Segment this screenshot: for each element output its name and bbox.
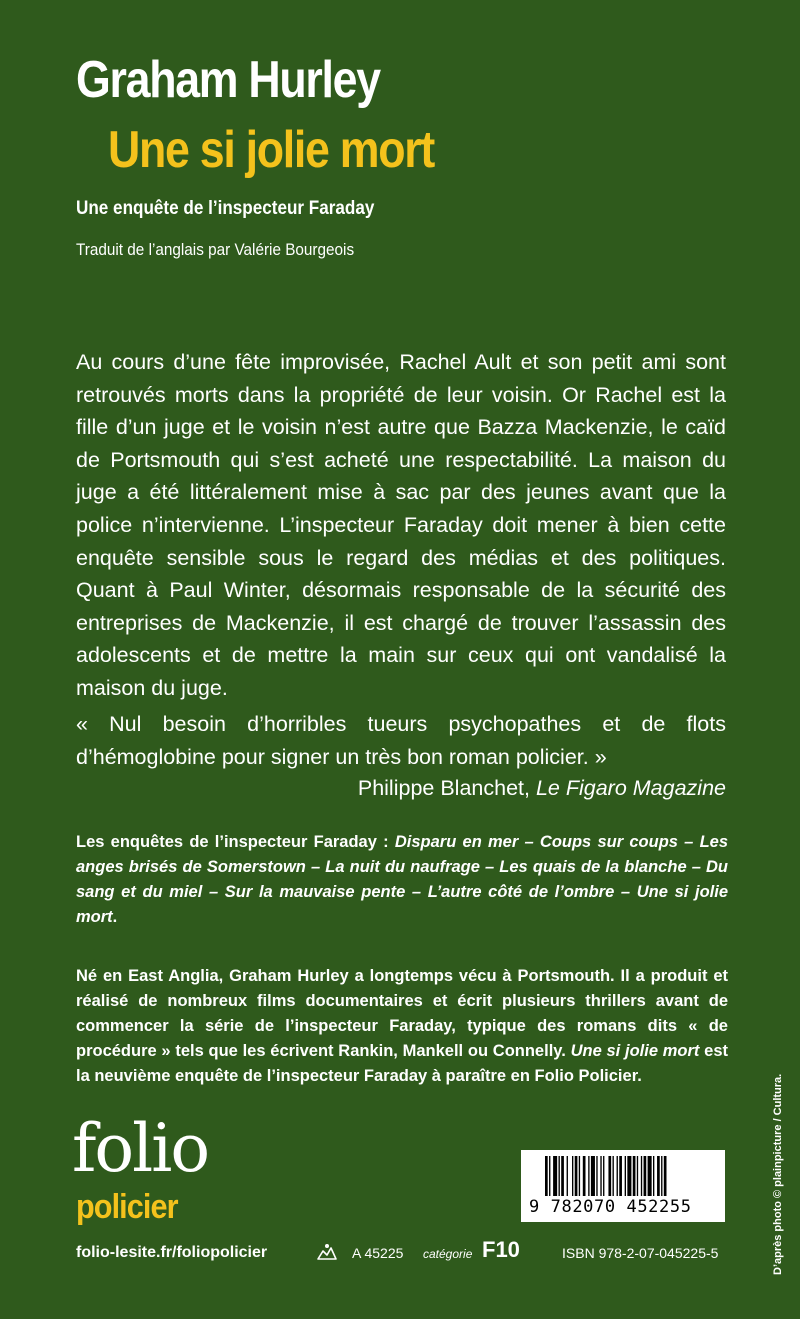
quote-author: Philippe Blanchet, xyxy=(357,776,530,800)
bio-title-ref: Une si jolie mort xyxy=(570,1042,700,1060)
policier-logo: policier xyxy=(76,1188,178,1226)
series-titles: Disparu en mer – Coups sur coups – Les anges brisés de Somerstown – La nuit du naufrage – Les quais de la blanche – Du sang et du miel – Sur la mauvaise pente – L’autre côté de l’ombre – Une si jolie mort xyxy=(76,833,729,926)
website-link[interactable]: folio-lesite.fr/foliopolicier xyxy=(76,1244,268,1261)
gallimard-publisher-icon xyxy=(316,1242,338,1262)
category-value: F10 xyxy=(482,1237,520,1262)
catalog-code: A 45225 xyxy=(352,1245,404,1261)
folio-logo: folio xyxy=(72,1110,209,1187)
series-label: Les enquêtes de l’inspecteur Faraday : xyxy=(76,833,389,851)
series-list xyxy=(76,830,728,930)
quote-publication: Le Figaro Magazine xyxy=(535,776,726,800)
book-subtitle: Une enquête de l’inspecteur Faraday xyxy=(76,198,375,219)
book-title: Une si jolie mort xyxy=(108,121,434,179)
author-name: Graham Hurley xyxy=(76,51,380,109)
bio-part-1: Né en East Anglia, Graham Hurley a longtemps vécu à Portsmouth. Il a produit et réalisé de nombreux films documentaires et écrit plusieurs thrillers avant de commencer la série de l’inspecteur Faraday, typique des romans dits « de procédure » tels que les écrivent Rankin, Mankell ou Connelly. xyxy=(76,967,728,1060)
barcode xyxy=(521,1150,725,1222)
barcode-digits: 9 782070 452255 xyxy=(529,1197,692,1217)
quote-attribution xyxy=(76,772,726,805)
bio-part-2: est la neuvième enquête de l’inspecteur Faraday à paraître en Folio Policier. xyxy=(76,1042,729,1085)
translator-credit: Traduit de l’anglais par Valérie Bourgeois xyxy=(76,240,355,259)
press-quote: « Nul besoin d’horribles tueurs psychopathes et de flots d’hémoglobine pour signer un très bon roman policier. » xyxy=(76,712,726,769)
category-label: catégorie xyxy=(423,1247,473,1261)
blurb-text: Au cours d’une fête improvisée, Rachel Ault et son petit ami sont retrouvés morts dans la propriété de leur voisin. Or Rachel est la fille d’un juge et le voisin n’est autre que Bazza Mackenzie, le caïd de Portsmouth qui s’est acheté une respectabilité. La maison du juge a été littéralement mise à sac par des jeunes avant que la police n’intervienne. L’inspecteur Faraday doit mener à bien cette enquête sensible sous le regard des médias et des politiques. Quant à Paul Winter, désormais responsable de la sécurité des entreprises de Mackenzie, il est chargé de trouver l’assassin des adolescents et de mettre la main sur ceux qui ont vandalisé la maison du juge. xyxy=(76,350,726,700)
photo-credit: D’après photo © plainpicture / Cultura. xyxy=(772,1073,784,1275)
author-bio xyxy=(76,964,728,1089)
series-end: . xyxy=(112,908,118,926)
isbn-number: ISBN 978-2-07-045225-5 xyxy=(562,1245,719,1261)
